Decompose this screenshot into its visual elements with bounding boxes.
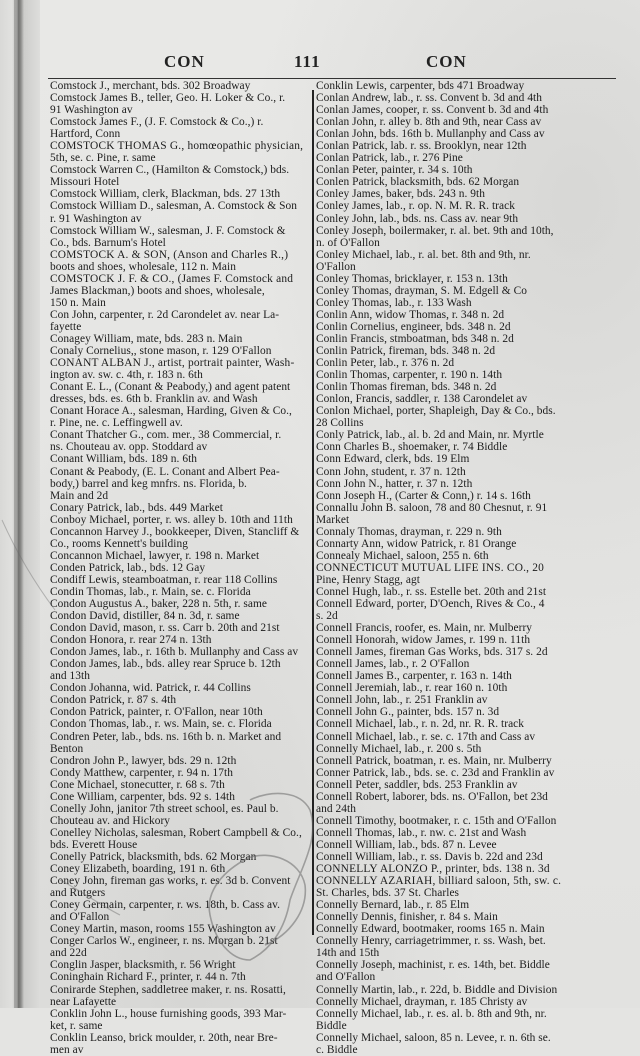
entry-continuation: Missouri Hotel — [50, 176, 120, 189]
directory-entry — [316, 923, 586, 935]
directory-entry — [50, 598, 312, 610]
directory-entry — [50, 514, 312, 526]
directory-entry — [316, 369, 586, 381]
entry-line: Conley Michael, lab., r. al. bet. 8th and 9th, nr. — [316, 248, 531, 261]
entry-continuation: fayette — [50, 320, 82, 333]
entry-line: CONNECTICUT MUTUAL LIFE INS. CO., 20 — [316, 561, 545, 574]
directory-entry — [50, 92, 312, 116]
entry-line: Conlon Michael, porter, Shapleigh, Day & Co., bds. — [316, 405, 556, 418]
directory-entry — [50, 574, 312, 586]
directory-entry — [316, 405, 586, 429]
entry-line: Connell Michael, lab., r. n. 2d, nr. R. R. track — [316, 718, 525, 731]
entry-continuation: Hartford, Conn — [50, 128, 121, 141]
entry-line: CONANT ALBAN J., artist, portrait painter, Wash- — [50, 357, 295, 370]
entry-continuation: 28 Collins — [316, 417, 364, 430]
right-guide-word: CON — [426, 52, 467, 71]
entry-line: Condin Thomas, lab., r. Main, se. c. Florida — [50, 585, 251, 598]
directory-entry — [316, 550, 586, 562]
directory-entry — [316, 899, 586, 911]
directory-entry — [50, 959, 312, 971]
directory-entry — [316, 285, 586, 297]
entry-line: Conner Patrick, lab., bds. se. c. 23d and Franklin av — [316, 766, 555, 779]
directory-entry — [316, 984, 586, 996]
entry-line: Conlan Peter, painter, r. 34 s. 10th — [316, 164, 473, 177]
entry-continuation: James Blackman,) boots and shoes, wholesale, — [50, 284, 265, 297]
directory-entry — [50, 706, 312, 718]
directory-entry — [50, 682, 312, 694]
entry-line: Conlon, Francis, saddler, r. 138 Carondelet av — [316, 393, 528, 406]
entry-line: Conlin Patrick, fireman, bds. 348 n. 2d — [316, 345, 496, 358]
entry-continuation: body,) barrel and keg mnfrs. ns. Florida, b. — [50, 477, 247, 490]
entry-line: Comstock James B., teller, Geo. H. Loker & Co., r. — [50, 92, 286, 105]
entry-line: Conlin Cornelius, engineer, bds. 348 n. 2d — [316, 320, 511, 333]
header-rule — [48, 78, 616, 79]
left-guide-word: CON — [164, 52, 205, 71]
directory-entry — [316, 188, 586, 200]
directory-entry — [316, 152, 586, 164]
entry-line: Conley Joseph, boilermaker, r. al. bet. 9th and 10th, — [316, 224, 554, 237]
directory-entry — [316, 731, 586, 743]
entry-line: Conley Thomas, lab., r. 133 Wash — [316, 296, 472, 309]
entry-line: Conglin Jasper, blacksmith, r. 56 Wright — [50, 959, 236, 972]
entry-continuation: bds. Everett House — [50, 838, 138, 851]
directory-entry — [50, 935, 312, 959]
entry-line: COMSTOCK A. & SON, (Anson and Charles R.,) — [50, 248, 289, 261]
entry-line: Connelly Michael, saloon, 85 n. Levee, r. n. 6th se. — [316, 1031, 551, 1044]
directory-entry — [50, 851, 312, 863]
entry-continuation: n. of O'Fallon — [316, 236, 380, 249]
directory-entry — [50, 586, 312, 598]
directory-entry — [316, 1032, 586, 1056]
entry-continuation: Chouteau av. and Hickory — [50, 814, 171, 827]
entry-continuation: men av — [50, 1043, 84, 1056]
entry-line: COMSTOCK J. F. & CO., (James F. Comstock and — [50, 272, 294, 285]
directory-entry — [316, 273, 586, 285]
directory-entry — [316, 429, 586, 441]
entry-continuation: Co., rooms Kennett's building — [50, 537, 188, 550]
directory-entry — [316, 851, 586, 863]
directory-entry — [50, 225, 312, 249]
directory-entry — [316, 706, 586, 718]
entry-line: Conlan Patrick, lab., r. 276 Pine — [316, 152, 463, 165]
entry-line: Conklin Leanso, brick moulder, r. 20th, near Bre- — [50, 1031, 278, 1044]
entry-line: Conn Charles B., shoemaker, r. 74 Biddle — [316, 441, 508, 454]
directory-entry — [316, 1008, 586, 1032]
entry-line: Conger Carlos W., engineer, r. ns. Morgan b. 21st — [50, 935, 278, 948]
column-divider — [312, 90, 314, 935]
entry-line: Conklin John L., house furnishing goods, 393 Mar- — [50, 1007, 287, 1020]
directory-entry — [316, 80, 586, 92]
entry-continuation: and 13th — [50, 670, 90, 683]
directory-entry — [316, 791, 586, 815]
entry-line: Comstock William D., salesman, A. Comstock & Son — [50, 200, 297, 213]
directory-entry — [316, 839, 586, 851]
entry-line: Conn Joseph H., (Carter & Conn,) r. 14 s. 16th — [316, 489, 531, 502]
directory-entry — [316, 176, 586, 188]
directory-entry — [50, 622, 312, 634]
directory-entry — [316, 767, 586, 779]
directory-entry — [316, 345, 586, 357]
entry-line: Conaly Cornelius,, stone mason, r. 129 O'Fallon — [50, 345, 272, 358]
entry-line: Conlan Patrick, lab. r. ss. Brooklyn, near 12th — [316, 140, 527, 153]
entry-line: Coney Germain, carpenter, r. ws. 18th, b. Cass av. — [50, 899, 281, 912]
directory-entry — [316, 827, 586, 839]
right-column — [316, 80, 586, 1056]
directory-entry — [50, 453, 312, 465]
entry-line: Con John, carpenter, r. 2d Carondelet av. near La- — [50, 308, 280, 321]
entry-line: Conley James, lab., r. op. N. M. R. R. track — [316, 200, 515, 213]
directory-entry — [50, 80, 312, 92]
entry-line: Connell William, lab., bds. 87 n. Levee — [316, 838, 497, 851]
entry-line: Condy Matthew, carpenter, r. 94 n. 17th — [50, 766, 233, 779]
directory-entry — [316, 92, 586, 104]
entry-line: Conlin Thomas, carpenter, r. 190 n. 14th — [316, 369, 503, 382]
directory-entry — [50, 1032, 312, 1056]
directory-entry — [50, 610, 312, 622]
directory-entry — [316, 682, 586, 694]
entry-line: Condren Peter, lab., bds. ns. 16th b. n. Market and — [50, 730, 282, 743]
directory-entry — [316, 779, 586, 791]
directory-entry — [50, 550, 312, 562]
directory-entry — [50, 116, 312, 140]
directory-entry — [316, 875, 586, 899]
entry-line: Condon Patrick, r. 87 s. 4th — [50, 694, 177, 707]
entry-line: Conlan John, bds. 16th b. Mullanphy and Cass av — [316, 128, 545, 141]
directory-entry — [50, 140, 312, 164]
entry-continuation: Co., bds. Barnum's Hotel — [50, 236, 166, 249]
entry-continuation: Benton — [50, 742, 84, 755]
entry-line: Connell Patrick, boatman, r. es. Main, nr. Mulberry — [316, 754, 552, 767]
directory-entry — [316, 333, 586, 345]
entry-line: Concannon Michael, lawyer, r. 198 n. Market — [50, 549, 260, 562]
directory-entry — [50, 357, 312, 381]
entry-line: Connell James, lab., r. 2 O'Fallon — [316, 658, 470, 671]
entry-line: CONNELLY AZARIAH, billiard saloon, 5th, sw. c. — [316, 875, 562, 888]
entry-line: Connelly Michael, lab., r. 200 s. 5th — [316, 742, 482, 755]
directory-entry — [50, 971, 312, 983]
entry-line: Coney John, fireman gas works, r. es. 3d b. Convent — [50, 875, 291, 888]
entry-continuation: Pine, Henry Stagg, agt — [316, 573, 420, 586]
entry-line: Connell Thomas, lab., r. nw. c. 21st and Wash — [316, 826, 527, 839]
entry-continuation: Main and 2d — [50, 489, 109, 502]
directory-entry — [50, 526, 312, 550]
entry-line: Conirarde Stephen, saddletree maker, r. ns. Rosatti, — [50, 983, 286, 996]
entry-line: Connell Francis, roofer, es. Main, nr. Mulberry — [316, 622, 533, 635]
entry-line: Conant Thatcher G., com. mer., 38 Commercial, r. — [50, 429, 282, 442]
directory-entry — [50, 200, 312, 224]
directory-entry — [50, 429, 312, 453]
entry-line: Connell Honorah, widow James, r. 199 n. 11th — [316, 634, 531, 647]
entry-line: Conagey William, mate, bds. 283 n. Main — [50, 332, 243, 345]
entry-line: Cone Michael, stonecutter, r. 68 s. 7th — [50, 778, 225, 791]
entry-line: Connelly Martin, lab., r. 22d, b. Biddle and Division — [316, 983, 558, 996]
directory-entry — [50, 249, 312, 273]
directory-entry — [316, 490, 586, 502]
directory-entry — [50, 779, 312, 791]
directory-entry — [316, 996, 586, 1008]
entry-line: Connell Michael, lab., r. se. c. 17th and Cass av — [316, 730, 536, 743]
directory-entry — [50, 731, 312, 755]
directory-entry — [50, 767, 312, 779]
entry-continuation: 14th and 15th — [316, 947, 380, 960]
entry-continuation: c. Biddle — [316, 1043, 358, 1056]
entry-continuation: O'Fallon — [316, 260, 356, 273]
entry-line: Connell Timothy, bootmaker, r. c. 15th and O'Fallon — [316, 814, 557, 827]
directory-entry — [316, 743, 586, 755]
directory-entry — [316, 646, 586, 658]
entry-line: Conlan John, r. alley b. 8th and 9th, near Cass av — [316, 116, 542, 129]
directory-entry — [50, 466, 312, 502]
entry-line: Condiff Lewis, steamboatman, r. rear 118 Collins — [50, 573, 278, 586]
entry-line: Condon Patrick, painter, r. O'Fallon, near 10th — [50, 706, 263, 719]
entry-line: Conary Patrick, lab., bds. 449 Market — [50, 501, 223, 514]
directory-entry — [50, 502, 312, 514]
page-header — [44, 52, 614, 76]
entry-line: Condon Johanna, wid. Patrick, r. 44 Collins — [50, 682, 251, 695]
entry-line: Connelly Bernard, lab., r. 85 Elm — [316, 899, 470, 912]
entry-continuation: and Rutgers — [50, 887, 106, 900]
directory-entry — [316, 297, 586, 309]
entry-line: Conelly John, janitor 7th street school, es. Paul b. — [50, 802, 279, 815]
directory-entry — [50, 646, 312, 658]
directory-entry — [316, 128, 586, 140]
entry-line: Condon James, lab., bds. alley rear Spruce b. 12th — [50, 658, 281, 671]
entry-line: Comstock William W., salesman, J. F. Comstock & — [50, 224, 286, 237]
directory-entry — [50, 803, 312, 827]
directory-entry — [316, 935, 586, 959]
entry-line: Connelly Michael, lab., r. es. al. b. 8th and 9th, nr. — [316, 1007, 547, 1020]
directory-entry — [316, 393, 586, 405]
directory-entry — [316, 562, 586, 586]
directory-entry — [316, 321, 586, 333]
entry-line: Coney Elizabeth, boarding, 191 n. 6th — [50, 863, 226, 876]
directory-entry — [50, 863, 312, 875]
directory-entry — [316, 863, 586, 875]
entry-line: Conelly Patrick, blacksmith, bds. 62 Morgan — [50, 851, 257, 863]
entry-line: CONNELLY ALONZO P., printer, bds. 138 n. 3d — [316, 863, 550, 876]
entry-continuation: and 24th — [316, 802, 356, 815]
entry-continuation: Biddle — [316, 1019, 347, 1032]
entry-line: Conlin Thomas fireman, bds. 348 n. 2d — [316, 381, 497, 394]
directory-entry — [50, 899, 312, 923]
directory-entry — [50, 309, 312, 333]
directory-entry — [50, 923, 312, 935]
directory-entry — [50, 273, 312, 309]
directory-entry — [50, 381, 312, 405]
entry-line: Conn John N., hatter, r. 37 n. 12th — [316, 477, 473, 490]
entry-line: Conlen Patrick, blacksmith, bds. 62 Morgan — [316, 176, 520, 189]
directory-entry — [50, 694, 312, 706]
entry-line: Condon Augustus A., baker, 228 n. 5th, r. same — [50, 598, 267, 611]
entry-line: Connallu John B. saloon, 78 and 80 Chesnut, r. 91 — [316, 501, 548, 514]
directory-entry — [50, 333, 312, 345]
entry-continuation: St. Charles, bds. 37 St. Charles — [316, 887, 460, 900]
entry-continuation: and 22d — [50, 947, 87, 960]
directory-entry — [316, 453, 586, 465]
entry-line: Conlin Peter, lab., r. 376 n. 2d — [316, 357, 455, 370]
directory-entry — [50, 827, 312, 851]
directory-entry — [316, 634, 586, 646]
left-column — [50, 80, 312, 1056]
entry-line: Cone William, carpenter, bds. 92 s. 14th — [50, 790, 235, 803]
entry-line: Connell John, lab., r. 251 Franklin av — [316, 694, 488, 707]
entry-line: Condon David, distiller, 84 n. 3d, r. same — [50, 610, 240, 623]
entry-continuation: boots and shoes, wholesale, 112 n. Main — [50, 260, 236, 273]
directory-entry — [316, 502, 586, 526]
entry-line: Connealy Michael, saloon, 255 n. 6th — [316, 549, 489, 562]
entry-line: Conklin Lewis, carpenter, bds 471 Broadway — [316, 80, 525, 92]
entry-line: Connell John G., painter, bds. 157 n. 3d — [316, 706, 500, 719]
entry-continuation: r. Pine, ne. c. Leffingwell av. — [50, 417, 183, 430]
directory-entry — [316, 538, 586, 550]
directory-entry — [316, 249, 586, 273]
directory-entry — [316, 670, 586, 682]
entry-continuation: ington av. sw. c. 4th, r. 183 n. 6th — [50, 369, 203, 382]
directory-entry — [316, 755, 586, 767]
entry-line: Connell Robert, laborer, bds. ns. O'Fallon, bet 23d — [316, 790, 548, 803]
entry-line: Coninghain Richard F., printer, r. 44 n. 7th — [50, 971, 246, 984]
directory-entry — [316, 598, 586, 622]
entry-line: Connell Peter, saddler, bds. 253 Franklin av — [316, 778, 518, 791]
entry-line: Conboy Michael, porter, r. ws. alley b. 10th and 11th — [50, 513, 293, 526]
entry-line: Conley James, baker, bds. 243 n. 9th — [316, 188, 486, 201]
entry-continuation: ns. Chouteau av. opp. Stoddard av — [50, 441, 208, 454]
entry-line: Conn John, student, r. 37 n. 12th — [316, 465, 466, 478]
directory-entry — [316, 104, 586, 116]
directory-entry — [316, 815, 586, 827]
entry-line: Conn Edward, clerk, bds. 19 Elm — [316, 453, 470, 466]
entry-line: Conant William, bds. 189 n. 6th — [50, 453, 198, 466]
entry-continuation: and O'Fallon — [50, 911, 110, 924]
binding-crease — [14, 0, 18, 1008]
entry-continuation: 5th, se. c. Pine, r. same — [50, 152, 156, 165]
entry-continuation: dresses, bds. es. 6th b. Franklin av. and Wash — [50, 393, 258, 406]
entry-line: Connell James, fireman Gas Works, bds. 317 s. 2d — [316, 646, 548, 659]
entry-line: Connell William, lab., r. ss. Davis b. 22d and 23d — [316, 851, 543, 863]
directory-entry — [316, 116, 586, 128]
entry-line: Condron John P., lawyer, bds. 29 n. 12th — [50, 754, 237, 767]
entry-line: Condon James, lab., r. 16th b. Mullanphy and Cass av — [50, 646, 299, 659]
entry-line: Conley John, lab., bds. ns. Cass av. near 9th — [316, 212, 519, 225]
entry-line: Conley Thomas, drayman, S. M. Edgell & Co — [316, 284, 527, 297]
page-number: 111 — [294, 52, 321, 71]
entry-line: Connelly Dennis, finisher, r. 84 s. Main — [316, 911, 498, 924]
page-binding-shadow — [0, 0, 40, 1008]
entry-continuation: 91 Washington av — [50, 104, 133, 117]
directory-entry — [50, 562, 312, 574]
entry-continuation: ket, r. same — [50, 1019, 103, 1032]
entry-line: Connelly Michael, drayman, r. 185 Christy av — [316, 995, 528, 1008]
directory-entry — [316, 622, 586, 634]
entry-line: Conley Thomas, bricklayer, r. 153 n. 13th — [316, 272, 508, 285]
entry-line: COMSTOCK THOMAS G., homœopathic physician, — [50, 140, 304, 153]
entry-line: Condon Thomas, lab., r. ws. Main, se. c. Florida — [50, 718, 272, 731]
directory-entry — [316, 911, 586, 923]
entry-line: Connarty Ann, widow Patrick, r. 81 Orange — [316, 537, 517, 550]
directory-entry — [316, 309, 586, 321]
directory-entry — [316, 478, 586, 490]
directory-entry — [316, 200, 586, 212]
entry-line: Conant Horace A., salesman, Harding, Given & Co., — [50, 405, 292, 418]
directory-entry — [50, 405, 312, 429]
directory-entry — [50, 164, 312, 188]
directory-entry — [50, 791, 312, 803]
directory-entry — [316, 718, 586, 730]
entry-continuation: and O'Fallon — [316, 971, 376, 984]
directory-entry — [316, 466, 586, 478]
entry-line: Conant & Peabody, (E. L. Conant and Albert Pea- — [50, 465, 280, 478]
entry-line: Comstock James F., (J. F. Comstock & Co.,) r. — [50, 116, 264, 129]
entry-line: Conlan Andrew, lab., r. ss. Convent b. 3d and 4th — [316, 92, 543, 105]
entry-line: Condon Honora, r. rear 274 n. 13th — [50, 634, 212, 647]
directory-entry — [316, 140, 586, 152]
entry-continuation: Market — [316, 513, 350, 526]
entry-line: Connell Jeremiah, lab., r. rear 160 n. 10th — [316, 682, 508, 695]
directory-entry — [316, 441, 586, 453]
entry-line: Conlin Ann, widow Thomas, r. 348 n. 2d — [316, 308, 505, 321]
directory-entry — [316, 526, 586, 538]
directory-entry — [50, 984, 312, 1008]
directory-entry — [316, 381, 586, 393]
entry-line: Comstock William, clerk, Blackman, bds. 27 13th — [50, 188, 281, 201]
entry-line: Conant E. L., (Conant & Peabody,) and agent patent — [50, 381, 291, 394]
entry-line: Connell James B., carpenter, r. 163 n. 14th — [316, 670, 512, 683]
directory-entry — [316, 658, 586, 670]
directory-entry — [50, 875, 312, 899]
directory-entry — [50, 658, 312, 682]
entry-line: Connelly Henry, carriagetrimmer, r. ss. Wash, bet. — [316, 935, 546, 948]
entry-line: Comstock Warren C., (Hamilton & Comstock,) bds. — [50, 164, 290, 177]
entry-line: Connaly Thomas, drayman, r. 229 n. 9th — [316, 525, 502, 538]
entry-continuation: 150 n. Main — [50, 296, 106, 309]
entry-line: Connel Hugh, lab., r. ss. Estelle bet. 20th and 21st — [316, 585, 547, 598]
entry-continuation: near Lafayette — [50, 995, 117, 1008]
entry-line: Connell Edward, porter, D'Oench, Rives & Co., 4 — [316, 598, 545, 611]
directory-entry — [50, 634, 312, 646]
directory-entry — [316, 586, 586, 598]
directory-entry — [50, 1008, 312, 1032]
entry-line: Connelly Edward, bootmaker, rooms 165 n. Main — [316, 923, 545, 936]
entry-line: Condon David, mason, r. ss. Carr b. 20th and 21st — [50, 622, 280, 635]
directory-entry — [316, 213, 586, 225]
directory-entry — [316, 357, 586, 369]
entry-line: Conly Patrick, lab., al. b. 2d and Main, nr. Myrtle — [316, 429, 544, 442]
entry-line: Concannon Harvey J., bookkeeper, Diven, Stancliff & — [50, 525, 300, 538]
entry-line: Coney Martin, mason, rooms 155 Washington av — [50, 923, 276, 936]
directory-entry — [316, 225, 586, 249]
entry-line: Conlin Francis, stmboatman, bds 348 n. 2d — [316, 332, 514, 345]
directory-entry — [316, 959, 586, 983]
entry-continuation: s. 2d — [316, 610, 338, 623]
directory-entry — [316, 164, 586, 176]
entry-continuation: r. 91 Washington av — [50, 212, 142, 225]
entry-line: Conlan James, cooper, r. ss. Convent b. 3d and 4th — [316, 104, 549, 117]
entry-line: Conden Patrick, lab., bds. 12 Gay — [50, 561, 206, 574]
directory-entry — [50, 755, 312, 767]
directory-entry — [50, 718, 312, 730]
entry-line: Conelley Nicholas, salesman, Robert Campbell & Co., — [50, 826, 302, 839]
directory-entry — [50, 188, 312, 200]
entry-line: Comstock J., merchant, bds. 302 Broadway — [50, 80, 251, 92]
directory-entry — [316, 694, 586, 706]
directory-entry — [50, 345, 312, 357]
entry-line: Connelly Joseph, machinist, r. es. 14th, bet. Biddle — [316, 959, 550, 972]
